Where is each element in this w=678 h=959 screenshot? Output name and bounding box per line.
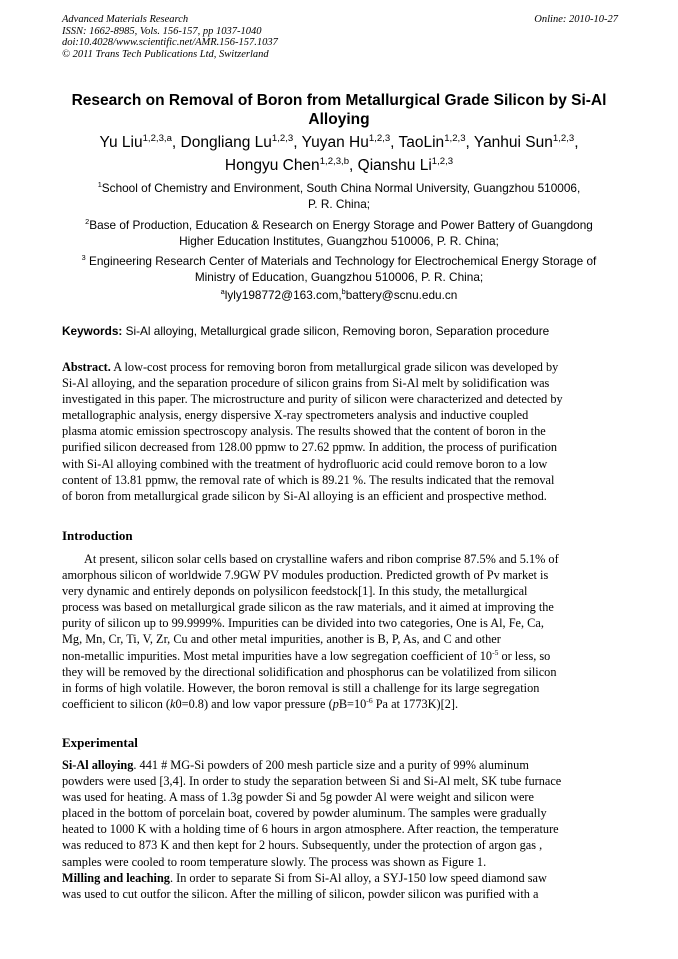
author-affiliation-mark: 1,2,3,b — [319, 155, 350, 167]
intro-italic-k: k — [170, 696, 176, 711]
author-separator: , — [465, 134, 474, 151]
exponent: -5 — [492, 647, 499, 657]
intro-line: Mg, Mn, Cr, Ti, V, Zr, Cu and other metal impurities, another is B, P, As, and C and other — [62, 632, 501, 647]
intro-italic-p: p — [332, 696, 339, 711]
paper-title — [40, 92, 638, 129]
author-line-1 — [40, 131, 638, 154]
affiliation-text: Higher Education Institutes, Guangzhou 510006, P. R. China; — [179, 233, 499, 248]
author-affiliation-mark: 1,2,3 — [444, 132, 466, 144]
intro-line: amorphous silicon of worldwide 7.9GW PV modules production. Predicted growth of Pv market is — [62, 568, 549, 583]
affiliation-text: Engineering Research Center of Materials and Technology for Electrochemical Energy Storage of — [85, 254, 597, 268]
experimental-line: was reduced to 873 K and then kept for 2 hours. Subsequently, under the protection of argon gas , — [62, 838, 543, 853]
author-name: Yuyan Hu — [301, 134, 369, 151]
abstract-line: metallographic analysis, energy dispersive X-ray spectrometers analysis and inductive coupled — [62, 408, 529, 423]
author-separator: , — [293, 134, 302, 151]
abstract-line: Si-Al alloying, and the separation procedure of silicon grains from Si-Al melt by solidification was — [62, 376, 550, 391]
experimental-heading: Experimental — [62, 735, 138, 750]
si-al-alloying-label: Si-Al alloying — [62, 758, 134, 772]
affiliation-mark: 2 — [85, 217, 90, 227]
affiliation-mark: 1 — [97, 180, 102, 190]
title-line-1: Research on Removal of Boron from Metallurgical Grade Silicon by Si-Al — [71, 92, 607, 109]
doi-line: doi:10.4028/www.scientific.net/AMR.156-157.1037 — [62, 37, 278, 48]
intro-line: process was based on metallurgical grade silicon as the raw materials, and it aimed at improving the — [62, 600, 554, 615]
author-name: Yu Liu — [99, 134, 143, 151]
affiliation-mark: 3 — [81, 253, 86, 263]
experimental-line: was used to cut outfor the silicon. After the milling of silicon, powder silicon was purified with a — [62, 886, 539, 901]
abstract-line: content of 13.81 ppmw, the removal rate of which is 89.21 %. The results indicated that the removal — [62, 472, 555, 487]
abstract-line: investigated in this paper. The microstructure and purity of silicon were characterized and detected by — [62, 392, 563, 407]
experimental-line: . In order to separate Si from Si-Al alloy, a SYJ-150 low speed diamond saw — [169, 870, 547, 885]
author-separator: , — [349, 157, 358, 174]
online-date: Online: 2010-10-27 — [534, 14, 618, 25]
author-affiliation-mark: 1,2,3 — [368, 132, 391, 144]
email-mark: b — [341, 287, 346, 297]
affiliation-2 — [50, 218, 628, 249]
affiliation-text: Ministry of Education, Guangzhou 510006, P. R. China; — [194, 269, 484, 284]
email-b: battery@scnu.edu.cn — [345, 288, 458, 302]
intro-line: B=10 — [338, 696, 367, 711]
author-name: Dongliang Lu — [180, 134, 272, 151]
experimental-line: powders were used [3,4]. In order to study the separation between Si and Si-Al melt, SK tube furnace — [62, 774, 562, 789]
affiliation-text: Base of Production, Education & Research on Energy Storage and Power Battery of Guangdong — [89, 218, 593, 232]
author-affiliation-mark: 1,2,3 — [552, 132, 575, 144]
intro-line: coefficient to silicon ( — [62, 696, 171, 711]
experimental-body — [62, 757, 615, 902]
introduction-body — [62, 551, 615, 712]
experimental-line: . 441 # MG-Si powders of 200 mesh particle size and a purity of 99% aluminum — [133, 758, 529, 772]
journal-header — [62, 14, 618, 60]
journal-name: Advanced Materials Research — [62, 14, 189, 25]
author-name: Yanhui Sun — [473, 134, 553, 151]
intro-line: they will be removed by the directional solidification and phosphorus can be volatilized from silicon — [62, 664, 557, 679]
intro-line: very dynamic and entirely deponds on polysilicon feedstock[1]. In this study, the metallurgical — [62, 584, 528, 599]
author-affiliation-mark: 1,2,3 — [431, 155, 454, 167]
issn-line: ISSN: 1662-8985, Vols. 156-157, pp 1037-1040 — [62, 25, 262, 37]
author-name: Qianshu Li — [357, 157, 432, 174]
author-affiliation-mark: 1,2,3 — [271, 132, 294, 144]
exponent: -6 — [366, 695, 373, 705]
experimental-line: was used for heating. A mass of 1.3g powder Si and 5g powder Al were weight and silicon were — [62, 790, 534, 805]
introduction-heading: Introduction — [62, 528, 133, 543]
title-line-2: Alloying — [308, 110, 370, 128]
milling-leaching-label: Milling and leaching — [62, 870, 170, 885]
abstract-line: plasma atomic emission spectroscopy analysis. The results showed that the content of boron in the — [62, 424, 546, 439]
copyright-line: © 2011 Trans Tech Publications Ltd, Switzerland — [62, 48, 269, 60]
abstract-line: purified silicon decreased from 128.00 ppmw to 27.62 ppmw. In addition, the process of purification — [62, 440, 558, 455]
affiliation-1 — [50, 181, 628, 212]
experimental-line: heated to 1000 K with a holding time of 6 hours in argon atmosphere. After reaction, the temperature — [62, 822, 559, 837]
abstract-line: of boron from metallurgical grade silicon by Si-Al alloying is an efficient and prospective method. — [62, 488, 547, 503]
author-separator: , — [171, 134, 181, 151]
abstract-label: Abstract. — [62, 360, 111, 374]
intro-line: or less, so — [498, 648, 551, 663]
author-separator: , — [574, 134, 579, 151]
keywords — [62, 324, 622, 339]
email-a: lyly198772@163.com, — [224, 288, 342, 302]
affiliation-3 — [50, 254, 628, 285]
email-mark: a — [220, 287, 225, 297]
experimental-line: placed in the bottom of porcelain boat, covered by powder aluminum. The samples were gradually — [62, 806, 547, 821]
author-name: TaoLin — [398, 134, 445, 151]
contact-emails — [50, 288, 628, 303]
author-list — [40, 131, 638, 177]
author-name: Hongyu Chen — [224, 157, 320, 174]
experimental-line: samples were cooled to room temperature slowly. The process was shown as Figure 1. — [62, 854, 487, 869]
author-affiliation-mark: 1,2,3,a — [142, 132, 172, 144]
keywords-label: Keywords: — [62, 324, 123, 338]
abstract-line: A low-cost process for removing boron from metallurgical grade silicon was developed by — [110, 360, 559, 374]
intro-line: Pa at 1773K)[2]. — [372, 696, 459, 711]
keywords-text: Si-Al alloying, Metallurgical grade silicon, Removing boron, Separation procedure — [122, 324, 550, 338]
intro-line: 0=0.8) and low vapor pressure ( — [175, 696, 333, 711]
intro-line: in forms of high volatile. However, the boron removal is still a challenge for its large segregation — [62, 680, 540, 695]
author-line-2 — [40, 154, 638, 177]
abstract — [62, 359, 615, 504]
abstract-line: with Si-Al alloying combined with the treatment of hydrofluoric acid could remove boron to a low — [62, 456, 548, 471]
affiliation-text: School of Chemistry and Environment, South China Normal University, Guangzhou 510006, — [101, 181, 581, 195]
author-separator: , — [390, 134, 399, 151]
intro-line: non-metallic impurities. Most metal impurities have a low segregation coefficient of 10 — [62, 648, 493, 663]
affiliation-text: P. R. China; — [307, 196, 371, 211]
intro-line: purity of silicon up to 99.9999%. Impurities can be divided into two categories, One is Al, Fe, Ca, — [62, 616, 544, 631]
intro-line: At present, silicon solar cells based on crystalline wafers and ribon comprise 87.5% and 5.1% of — [84, 552, 559, 566]
